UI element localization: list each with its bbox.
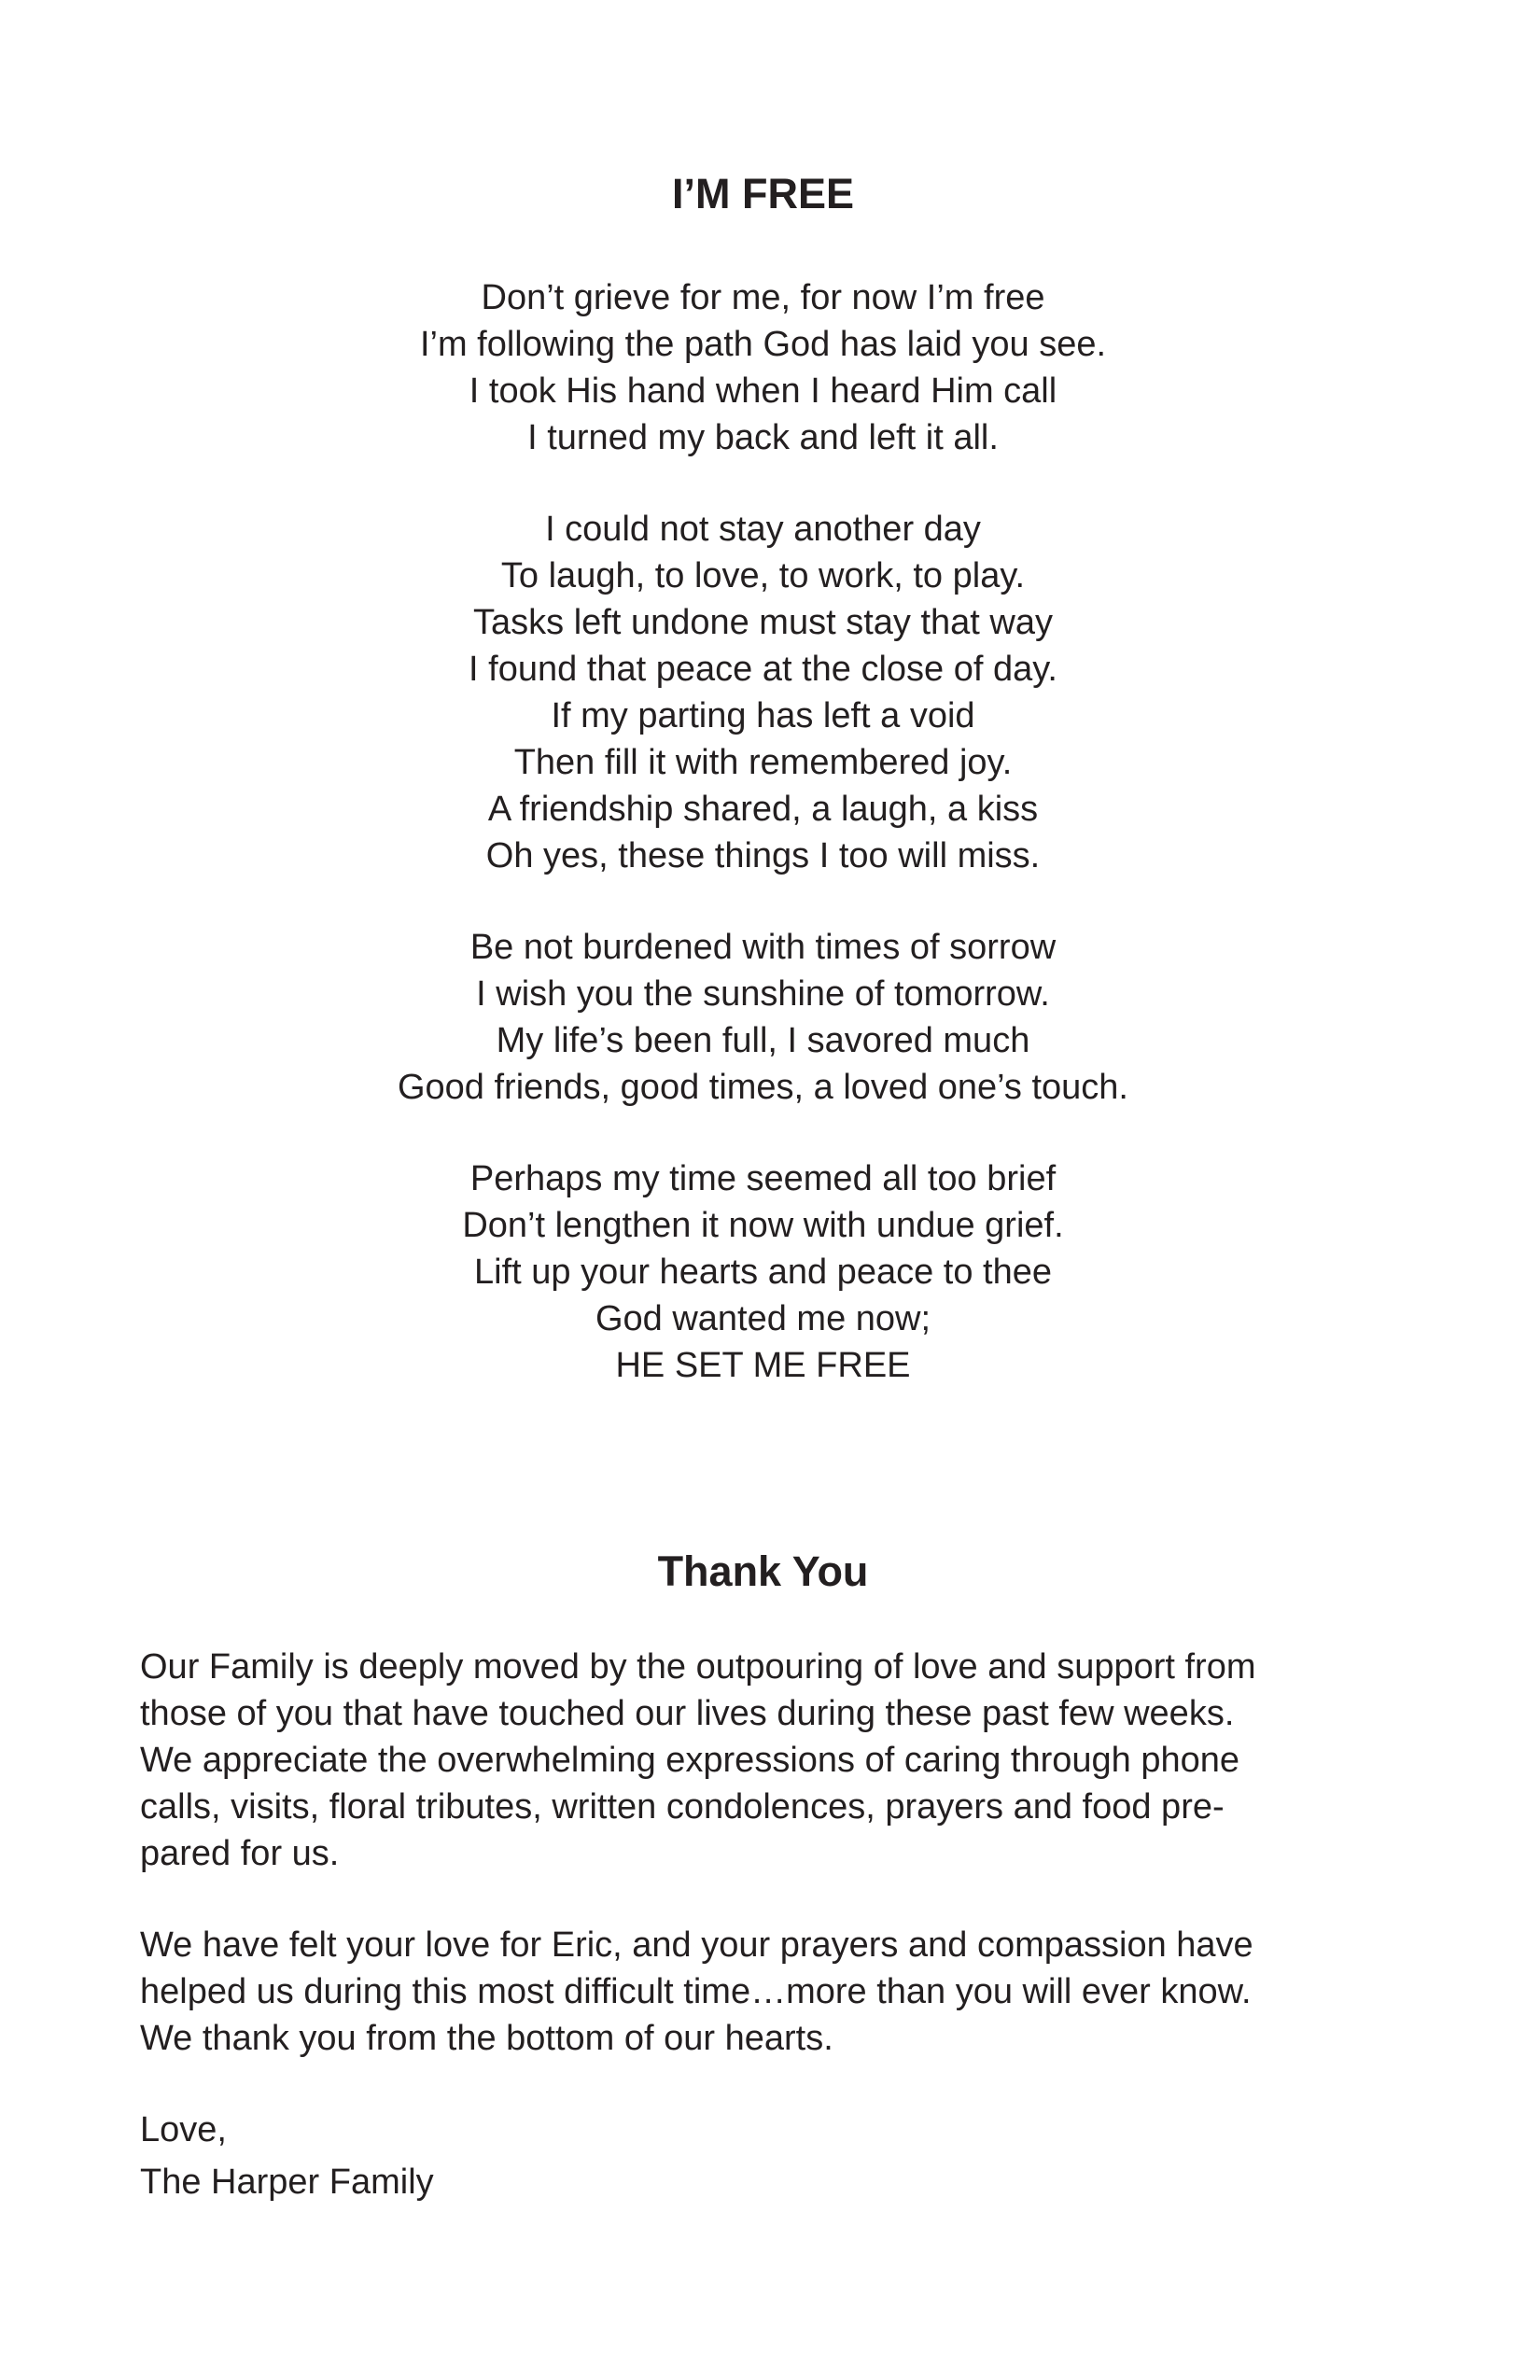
poem-stanza-1 xyxy=(0,274,1526,461)
poem-line: Oh yes, these things I too will miss. xyxy=(485,836,1041,875)
poem-line: Don’t lengthen it now with undue grief. xyxy=(462,1206,1064,1245)
paragraph-line: We thank you from the bottom of our hearts. xyxy=(140,2019,833,2058)
paragraph-line: those of you that have touched our lives during these past few weeks. xyxy=(140,1694,1235,1733)
poem-line: HE SET ME FREE xyxy=(615,1346,911,1385)
poem-line: Perhaps my time seemed all too brief xyxy=(469,1159,1057,1198)
poem-line: To laugh, to love, to work, to play. xyxy=(500,556,1026,595)
thank-you-title: Thank You xyxy=(657,1547,869,1595)
poem-stanza-3 xyxy=(0,924,1526,1111)
poem-line: I took His hand when I heard Him call xyxy=(469,371,1057,411)
paragraph-line: calls, visits, floral tributes, written condolences, prayers and food pre- xyxy=(140,1787,1225,1827)
poem-line: I could not stay another day xyxy=(545,510,981,549)
letter-closing xyxy=(140,2107,1391,2205)
poem-line: I wish you the sunshine of tomorrow. xyxy=(476,974,1050,1014)
poem-line: Don’t grieve for me, for now I’m free xyxy=(481,278,1045,317)
signature: The Harper Family xyxy=(140,2163,434,2202)
thank-you-body xyxy=(140,1644,1391,2211)
poem-line: A friendship shared, a laugh, a kiss xyxy=(487,790,1039,829)
thank-you-paragraph-2 xyxy=(140,1922,1391,2062)
poem-line: If my parting has left a void xyxy=(551,696,975,735)
paragraph-line: We have felt your love for Eric, and your prayers and compassion have xyxy=(140,1925,1253,1965)
poem-body xyxy=(0,274,1526,1434)
poem-line: Tasks left undone must stay that way xyxy=(473,603,1053,642)
poem-stanza-4 xyxy=(0,1155,1526,1389)
poem-line: God wanted me now; xyxy=(595,1299,931,1338)
poem-line: Good friends, good times, a loved one’s touch. xyxy=(397,1068,1128,1107)
paragraph-line: pared for us. xyxy=(140,1834,340,1873)
poem-line: I turned my back and left it all. xyxy=(527,418,999,457)
poem-line: I’m following the path God has laid you see. xyxy=(419,325,1107,364)
poem-line: My life’s been full, I savored much xyxy=(496,1021,1030,1060)
poem-line: Lift up your hearts and peace to thee xyxy=(474,1253,1052,1292)
thank-you-paragraph-1 xyxy=(140,1644,1391,1877)
paragraph-line: Our Family is deeply moved by the outpouring of love and support from xyxy=(140,1647,1256,1687)
poem-line: I found that peace at the close of day. xyxy=(469,650,1057,689)
poem-title: I’M FREE xyxy=(671,170,854,217)
poem-line: Be not burdened with times of sorrow xyxy=(469,928,1057,967)
closing-salutation: Love, xyxy=(140,2110,227,2149)
paragraph-line: We appreciate the overwhelming expressions of caring through phone xyxy=(140,1741,1239,1780)
paragraph-line: helped us during this most difficult time…more than you will ever know. xyxy=(140,1972,1252,2011)
poem-stanza-2 xyxy=(0,506,1526,879)
poem-line: Then fill it with remembered joy. xyxy=(513,743,1013,782)
